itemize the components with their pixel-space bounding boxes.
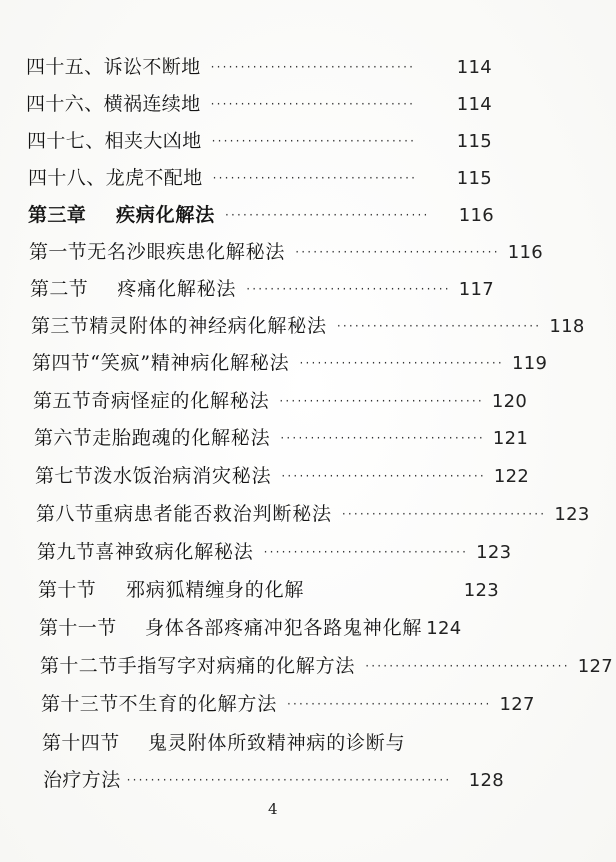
entry-label: 四十七、相夹大凶地 [27,130,202,152]
entry-label: 四十五、诉讼不断地 [26,56,201,78]
entry-label: 第一节 [29,241,88,263]
entry-title: 奇病怪症的化解秘法 [91,390,270,412]
leader-dots: ·································· [211,134,417,148]
toc-entry[interactable] [31,311,585,341]
leader-dots: ·································· [280,431,485,445]
leader-dots: ·································· [341,507,547,521]
entry-label: 第十节 [38,579,97,601]
toc-entry[interactable] [29,237,543,267]
leader-dots: ·································· [295,245,500,259]
toc-entry[interactable] [33,386,528,416]
entry-label: 第七节 [35,465,94,487]
entry-page-number: 114 [456,94,492,115]
entry-page-number: 127 [499,694,535,715]
toc-entry[interactable] [35,461,530,491]
toc-entry[interactable] [38,575,499,605]
entry-page-number: 116 [458,205,494,226]
leader-dots: ······················································ [126,773,452,787]
toc-entry[interactable] [26,89,492,119]
entry-title: 鬼灵附体所致精神病的诊断与 [148,732,406,754]
toc-entry[interactable] [30,274,494,304]
entry-title: 身体各部疼痛冲犯各路鬼神化解 [145,617,423,639]
entry-title: 疼痛化解秘法 [117,278,237,300]
leader-dots: ·································· [299,356,504,370]
entry-page-number: 123 [554,504,590,525]
entry-label: 治疗方法 [43,769,121,791]
entry-title: 邪病狐精缠身的化解 [126,579,305,601]
leader-dots: ·································· [225,208,430,222]
leader-dots: ·································· [210,97,416,111]
entry-page-number: 127 [577,656,613,677]
entry-label: 第五节 [33,390,92,412]
entry-page-number: 128 [468,770,504,791]
toc-entry[interactable] [32,348,548,378]
entry-title: 无名沙眼疾患化解秘法 [87,241,286,263]
entry-label: 第四节 [32,352,91,374]
leader-dots: ·································· [287,697,492,711]
entry-title: 重病患者能否救治判断秘法 [94,503,332,525]
entry-label: 四十八、龙虎不配地 [28,167,203,189]
toc-entry[interactable] [41,689,535,719]
entry-label: 第三章 [28,204,87,226]
toc-entry[interactable] [36,499,590,529]
leader-dots: ·································· [336,319,542,333]
entry-page-number: 115 [456,131,492,152]
toc-entry[interactable] [40,651,613,681]
entry-title: 走胎跑魂的化解秘法 [92,427,271,449]
entry-label: 第十四节 [42,732,120,754]
entry-page-number: 124 [426,618,462,639]
leader-dots: ·································· [279,394,484,408]
entry-label: 第十二节 [40,655,118,677]
leader-dots: ·································· [281,469,486,483]
toc-entry-continuation[interactable] [43,765,504,795]
toc-chapter-entry[interactable] [28,200,494,230]
leader-dots: ·································· [212,171,418,185]
toc-entry[interactable] [34,423,529,453]
entry-label: 第三节 [31,315,90,337]
entry-page-number: 119 [511,353,548,374]
entry-page-number: 114 [456,57,492,78]
entry-label: 第九节 [37,541,96,563]
entry-page-number: 123 [476,542,512,563]
entry-title: 精灵附体的神经病化解秘法 [89,315,327,337]
entry-label: 第六节 [34,427,93,449]
entry-title: 不生育的化解方法 [118,693,278,715]
toc-entry[interactable] [37,537,512,567]
entry-page-number: 117 [458,279,494,300]
entry-title: 泼水饭治病消灾秘法 [93,465,272,487]
entry-page-number: 118 [549,316,585,337]
entry-title: “笑疯”精神病化解秘法 [90,352,290,374]
entry-label: 第二节 [30,278,89,300]
leader-dots: ·································· [210,60,416,74]
entry-label: 四十六、横祸连续地 [26,93,201,115]
entry-page-number: 123 [463,580,499,601]
leader-dots: ·································· [246,282,451,296]
leader-dots: ·································· [365,659,570,673]
toc-entry[interactable] [42,728,502,758]
leader-dots: ·································· [263,545,469,559]
entry-page-number: 115 [456,168,492,189]
toc-entry[interactable] [28,163,492,193]
entry-label: 第八节 [36,503,95,525]
entry-title: 疾病化解法 [116,204,216,226]
toc-entry[interactable] [26,52,492,82]
entry-title: 喜神致病化解秘法 [95,541,254,563]
entry-page-number: 122 [493,466,530,487]
toc-entry[interactable] [39,613,491,643]
footer-page-number: 4 [268,800,278,818]
entry-label: 第十三节 [41,693,119,715]
entry-title: 手指写字对病痛的化解方法 [117,655,356,677]
entry-page-number: 121 [492,428,529,449]
toc-entry[interactable] [27,126,492,156]
entry-page-number: 120 [491,391,528,412]
entry-label: 第十一节 [39,617,117,639]
entry-page-number: 116 [507,242,543,263]
